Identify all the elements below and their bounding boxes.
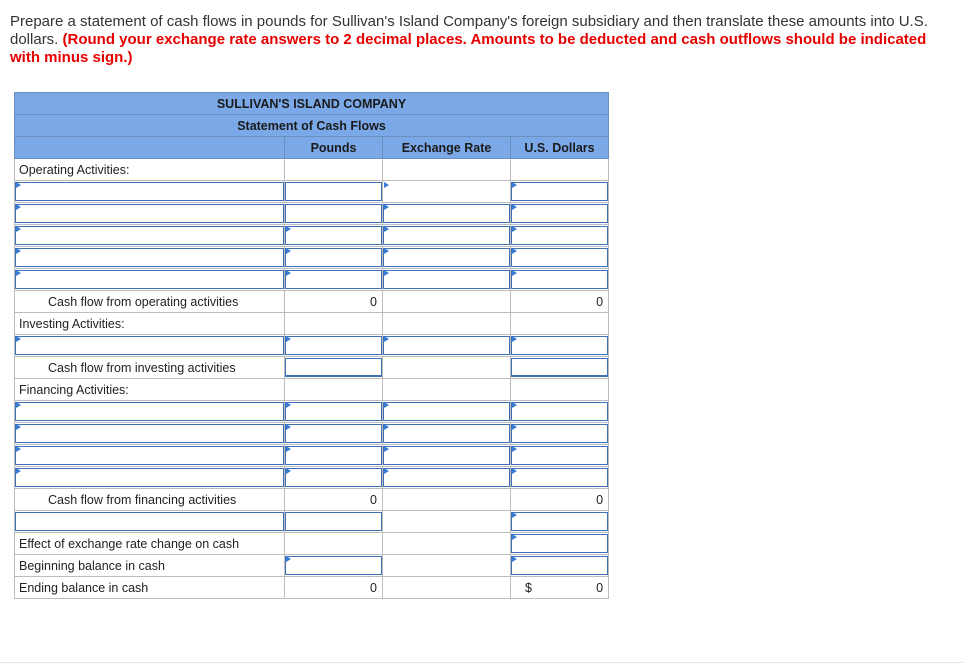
- dropdown-arrow-icon: [16, 446, 21, 452]
- dropdown-arrow-icon: [384, 226, 389, 232]
- dropdown-arrow-icon: [286, 446, 291, 452]
- financing-total-row: [15, 489, 609, 511]
- dropdown-arrow-icon: [384, 248, 389, 254]
- operating-total-pounds: 0: [285, 291, 383, 313]
- header-exchange-rate: Exchange Rate: [383, 137, 511, 159]
- operating-total-usd: 0: [511, 291, 609, 313]
- ending-pounds: 0: [285, 577, 383, 599]
- effect-usd-input[interactable]: [511, 533, 609, 555]
- effect-label: Effect of exchange rate change on cash: [15, 533, 285, 555]
- financing-input-row: [15, 467, 609, 489]
- investing-activities-label: Investing Activities:: [15, 313, 285, 335]
- operating-total-label: Cash flow from operating activities: [15, 291, 285, 313]
- operating-usd-input[interactable]: [511, 181, 609, 203]
- investing-description-dropdown[interactable]: [15, 335, 285, 357]
- dropdown-arrow-icon: [512, 182, 517, 188]
- financing-description-dropdown[interactable]: [15, 467, 285, 489]
- dropdown-arrow-icon: [16, 204, 21, 210]
- operating-total-row: [15, 291, 609, 313]
- dropdown-arrow-icon: [16, 182, 21, 188]
- beginning-usd-input[interactable]: [511, 555, 609, 577]
- dropdown-arrow-icon: [384, 468, 389, 474]
- dropdown-arrow-icon: [286, 402, 291, 408]
- ending-row: [15, 577, 609, 599]
- operating-usd-input[interactable]: [511, 225, 609, 247]
- cash-flow-statement-table: [14, 92, 609, 599]
- instructions-rounding-note: (Round your exchange rate answers to 2 decimal places. Amounts to be deducted and cash outflows should be indicated with minus sign.): [10, 31, 927, 66]
- operating-input-row: [15, 203, 609, 225]
- dropdown-arrow-icon: [384, 424, 389, 430]
- dropdown-arrow-icon: [512, 270, 517, 276]
- financing-total-label: Cash flow from financing activities: [15, 489, 285, 511]
- financing-pounds-input[interactable]: [285, 467, 383, 489]
- operating-description-dropdown[interactable]: [15, 225, 285, 247]
- dropdown-arrow-icon: [384, 336, 389, 342]
- beginning-label: Beginning balance in cash: [15, 555, 285, 577]
- operating-description-dropdown[interactable]: [15, 247, 285, 269]
- dropdown-arrow-icon: [286, 424, 291, 430]
- financing-usd-input[interactable]: [511, 467, 609, 489]
- investing-input-row: [15, 335, 609, 357]
- operating-pounds-input[interactable]: [285, 181, 383, 203]
- investing-total-row: [15, 357, 609, 379]
- operating-pounds-input[interactable]: [285, 203, 383, 225]
- dropdown-arrow-icon: [16, 248, 21, 254]
- extra-usd-input[interactable]: [511, 511, 609, 533]
- financing-pounds-input[interactable]: [285, 401, 383, 423]
- financing-activities-label: Financing Activities:: [15, 379, 285, 401]
- instructions: [10, 13, 950, 67]
- dropdown-arrow-icon: [384, 204, 389, 210]
- beginning-pounds-input[interactable]: [285, 555, 383, 577]
- instructions-text: Prepare a statement of cash flows in pounds for Sullivan's Island Company's foreign subsidiary and then translate these amounts into U.S. dollars.: [10, 13, 928, 48]
- financing-usd-input[interactable]: [511, 445, 609, 467]
- page-divider: [0, 662, 964, 663]
- effect-row: [15, 533, 609, 555]
- dollar-sign: $: [525, 581, 532, 595]
- dropdown-arrow-icon: [16, 270, 21, 276]
- dropdown-arrow-icon: [286, 226, 291, 232]
- dropdown-arrow-icon: [16, 424, 21, 430]
- operating-pounds-input[interactable]: [285, 225, 383, 247]
- operating-usd-input[interactable]: [511, 203, 609, 225]
- dropdown-arrow-icon: [286, 336, 291, 342]
- extra-pounds-input[interactable]: [285, 511, 383, 533]
- operating-rate-dropdown[interactable]: [383, 181, 511, 203]
- operating-activities-label: Operating Activities:: [15, 159, 285, 181]
- company-name: SULLIVAN'S ISLAND COMPANY: [15, 93, 609, 115]
- extra-description-input[interactable]: [15, 511, 285, 533]
- dropdown-arrow-icon: [512, 512, 517, 518]
- operating-usd-input[interactable]: [511, 269, 609, 291]
- blank-input-row: [15, 511, 609, 533]
- dropdown-arrow-icon: [384, 182, 389, 188]
- financing-description-dropdown[interactable]: [15, 445, 285, 467]
- dropdown-arrow-icon: [512, 424, 517, 430]
- investing-pounds-input[interactable]: [285, 335, 383, 357]
- financing-input-row: [15, 445, 609, 467]
- financing-total-usd: 0: [511, 489, 609, 511]
- ending-label: Ending balance in cash: [15, 577, 285, 599]
- operating-input-row: [15, 269, 609, 291]
- investing-rate-dropdown[interactable]: [383, 335, 511, 357]
- ending-usd-cell: [511, 577, 609, 599]
- dropdown-arrow-icon: [512, 446, 517, 452]
- financing-description-dropdown[interactable]: [15, 401, 285, 423]
- operating-input-row: [15, 247, 609, 269]
- operating-input-row: [15, 181, 609, 203]
- financing-rate-dropdown[interactable]: [383, 467, 511, 489]
- dropdown-arrow-icon: [512, 534, 517, 540]
- operating-rate-dropdown[interactable]: [383, 225, 511, 247]
- statement-title: Statement of Cash Flows: [15, 115, 609, 137]
- operating-description-dropdown[interactable]: [15, 203, 285, 225]
- financing-usd-input[interactable]: [511, 401, 609, 423]
- investing-total-usd-input[interactable]: [511, 357, 609, 379]
- header-pounds: Pounds: [285, 137, 383, 159]
- dropdown-arrow-icon: [384, 402, 389, 408]
- dropdown-arrow-icon: [16, 336, 21, 342]
- operating-pounds-input[interactable]: [285, 269, 383, 291]
- dropdown-arrow-icon: [286, 556, 291, 562]
- dropdown-arrow-icon: [286, 468, 291, 474]
- operating-input-row: [15, 225, 609, 247]
- financing-pounds-input[interactable]: [285, 445, 383, 467]
- financing-pounds-input[interactable]: [285, 423, 383, 445]
- ending-usd: 0: [596, 581, 604, 595]
- header-us-dollars: U.S. Dollars: [511, 137, 609, 159]
- financing-usd-input[interactable]: [511, 423, 609, 445]
- operating-description-dropdown[interactable]: [15, 181, 285, 203]
- dropdown-arrow-icon: [286, 248, 291, 254]
- dropdown-arrow-icon: [286, 270, 291, 276]
- operating-rate-dropdown[interactable]: [383, 269, 511, 291]
- dropdown-arrow-icon: [384, 446, 389, 452]
- dropdown-arrow-icon: [16, 226, 21, 232]
- investing-total-label: Cash flow from investing activities: [15, 357, 285, 379]
- header-blank: [15, 137, 285, 159]
- operating-pounds-input[interactable]: [285, 247, 383, 269]
- dropdown-arrow-icon: [512, 336, 517, 342]
- financing-input-row: [15, 423, 609, 445]
- dropdown-arrow-icon: [384, 270, 389, 276]
- dropdown-arrow-icon: [512, 402, 517, 408]
- dropdown-arrow-icon: [512, 204, 517, 210]
- financing-total-pounds: 0: [285, 489, 383, 511]
- dropdown-arrow-icon: [512, 468, 517, 474]
- dropdown-arrow-icon: [16, 468, 21, 474]
- dropdown-arrow-icon: [512, 226, 517, 232]
- operating-usd-input[interactable]: [511, 247, 609, 269]
- financing-rate-dropdown[interactable]: [383, 445, 511, 467]
- financing-description-dropdown[interactable]: [15, 423, 285, 445]
- beginning-row: [15, 555, 609, 577]
- operating-rate-dropdown[interactable]: [383, 203, 511, 225]
- investing-total-pounds-input[interactable]: [285, 357, 383, 379]
- dropdown-arrow-icon: [512, 248, 517, 254]
- investing-usd-input[interactable]: [511, 335, 609, 357]
- dropdown-arrow-icon: [16, 402, 21, 408]
- operating-description-dropdown[interactable]: [15, 269, 285, 291]
- dropdown-arrow-icon: [512, 556, 517, 562]
- financing-input-row: [15, 401, 609, 423]
- operating-rate-dropdown[interactable]: [383, 247, 511, 269]
- financing-rate-dropdown[interactable]: [383, 401, 511, 423]
- financing-rate-dropdown[interactable]: [383, 423, 511, 445]
